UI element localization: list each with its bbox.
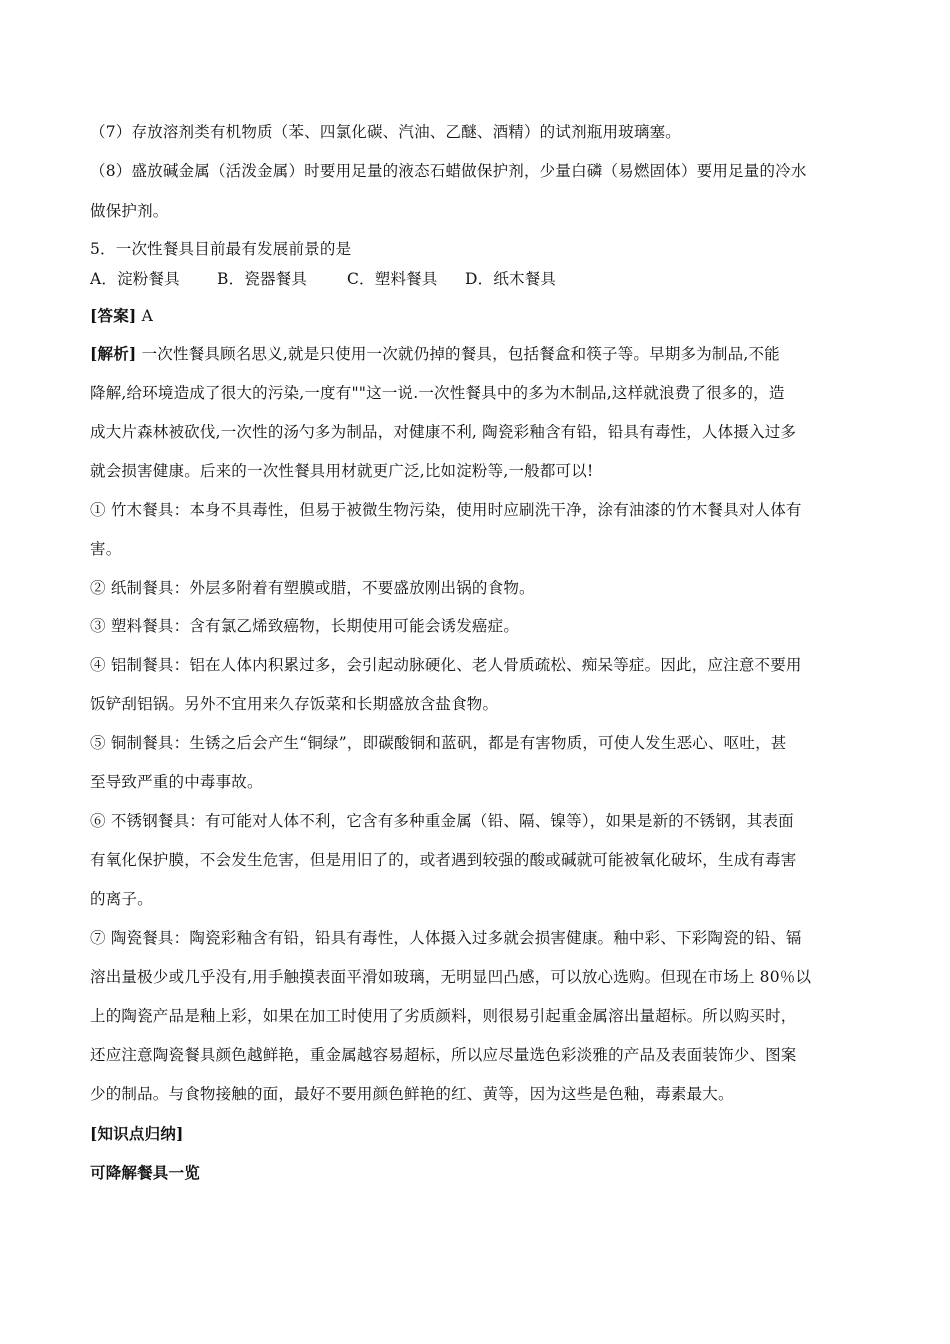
option-c: C．塑料餐具	[347, 270, 438, 288]
analysis-line: ⑤ 铜制餐具：生锈之后会产生“铜绿”，即碳酸铜和蓝矾，都是有害物质，可使人发生恶心、呕吐，甚	[90, 734, 787, 752]
text-line: （8）盛放碱金属（活泼金属）时要用足量的液态石蜡做保护剂，少量白磷（易燃固体）要用足量的冷水	[90, 162, 807, 180]
analysis-line: ③ 塑料餐具：含有氯乙烯致癌物，长期使用可能会诱发癌症。	[90, 617, 520, 635]
analysis-line: 饭铲刮铝锅。另外不宜用来久存饭菜和长期盛放含盐食物。	[90, 695, 499, 713]
analysis-line: 降解,给环境造成了很大的污染,一度有""这一说.一次性餐具中的多为木制品,这样就浪费了很多的，造	[90, 384, 785, 402]
analysis-line: 溶出量极少或几乎没有,用手触摸表面平滑如玻璃，无明显凹凸感，可以放心选购。但现在市场上 80％以	[90, 968, 812, 986]
analysis-line: 有氧化保护膜，不会发生危害，但是用旧了的，或者遇到较强的酸或碱就可能被氧化破坏，生成有毒害	[90, 851, 797, 869]
analysis-line: 少的制品。与食物接触的面，最好不要用颜色鲜艳的红、黄等，因为这些是色釉，毒素最大。	[90, 1085, 734, 1103]
answer-value: A	[136, 307, 153, 325]
option-d: D．纸木餐具	[465, 270, 557, 288]
analysis-line: ⑦ 陶瓷餐具：陶瓷彩釉含有铅，铅具有毒性，人体摄入过多就会损害健康。釉中彩、下彩陶瓷的铅、镉	[90, 929, 802, 947]
analysis-line: ② 纸制餐具：外层多附着有塑膜或腊，不要盛放刚出锅的食物。	[90, 579, 535, 597]
knowledge-heading: 可降解餐具一览	[90, 1163, 200, 1182]
knowledge-label: [知识点归纳]	[90, 1124, 184, 1143]
analysis-first-line	[90, 344, 780, 364]
analysis-line: 上的陶瓷产品是釉上彩，如果在加工时使用了劣质颜料，则很易引起重金属溶出量超标。所以购买时，	[90, 1007, 797, 1025]
text-line: 做保护剂。	[90, 202, 169, 220]
analysis-line: 还应注意陶瓷餐具颜色越鲜艳，重金属越容易超标，所以应尽量选色彩淡雅的产品及表面装饰少、图案	[90, 1046, 797, 1064]
answer-label: [答案]	[90, 306, 137, 325]
option-a: A．淀粉餐具	[90, 270, 180, 288]
answer-line	[90, 306, 153, 326]
question-options	[90, 270, 556, 289]
analysis-text: 一次性餐具顾名思义,就是只使用一次就仍掉的餐具，包括餐盒和筷子等。早期多为制品,不能	[136, 345, 780, 363]
analysis-label: [解析]	[90, 344, 137, 363]
analysis-line: 的离子。	[90, 890, 153, 908]
text-line: （7）存放溶剂类有机物质（苯、四氯化碳、汽油、乙醚、酒精）的试剂瓶用玻璃塞。	[90, 123, 681, 141]
question-5: 5．一次性餐具目前最有发展前景的是	[90, 240, 352, 258]
analysis-line: 至导致严重的中毒事故。	[90, 773, 263, 791]
analysis-line: ④ 铝制餐具：铝在人体内积累过多，会引起动脉硬化、老人骨质疏松、痴呆等症。因此，应注意不要用	[90, 656, 802, 674]
analysis-line: 害。	[90, 540, 122, 558]
analysis-line: 就会损害健康。后来的一次性餐具用材就更广泛,比如淀粉等,一般都可以!	[90, 462, 594, 480]
analysis-line: ⑥ 不锈钢餐具：有可能对人体不利，它含有多种重金属（铅、隔、镍等），如果是新的不锈钢，其表面	[90, 812, 794, 830]
option-b: B．瓷器餐具	[217, 270, 308, 288]
analysis-line: ① 竹木餐具：本身不具毒性，但易于被微生物污染，使用时应刷洗干净，涂有油漆的竹木餐具对人体有	[90, 501, 802, 519]
analysis-line: 成大片森林被砍伐,一次性的汤勺多为制品，对健康不利, 陶瓷彩釉含有铅，铅具有毒性，人体摄入过多	[90, 423, 797, 441]
